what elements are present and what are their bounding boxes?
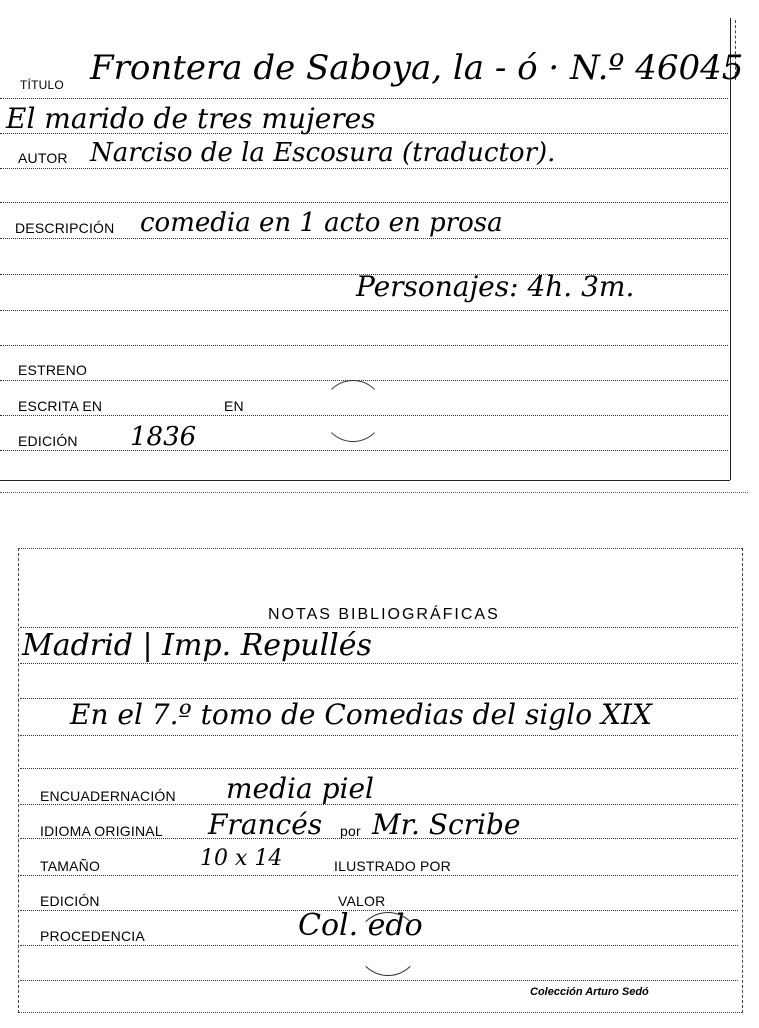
- en-label: EN: [224, 398, 244, 414]
- personajes-value: Personajes: 4h. 3m.: [356, 270, 635, 303]
- rule-estreno: [0, 380, 728, 381]
- procedencia-label: PROCEDENCIA: [40, 928, 145, 944]
- ilustrado-por-label: ILUSTRADO POR: [334, 858, 451, 874]
- card-top-bottom-edge: [0, 492, 748, 493]
- rule-notes-4: [20, 735, 738, 736]
- faded-stamp-mark: [322, 380, 384, 442]
- estreno-label: ESTRENO: [18, 362, 88, 378]
- autor-value: Narciso de la Escosura (traductor).: [90, 138, 556, 168]
- titulo-label: TÍTULO: [20, 78, 64, 92]
- encuadernacion-label: ENCUADERNACIÓN: [40, 788, 176, 804]
- titulo-value: Frontera de Saboya, la - ó · N.º 46045: [90, 48, 744, 88]
- rule-autor: [0, 168, 728, 169]
- rule-last: [20, 980, 738, 981]
- rule-blank-3: [0, 345, 728, 346]
- descripcion-label: DESCRIPCIÓN: [15, 220, 115, 236]
- tamano-label: TAMAÑO: [40, 858, 101, 874]
- autor-original-value: Mr. Scribe: [372, 808, 521, 841]
- edicion-value: 1836: [130, 422, 197, 452]
- edicion-label-2: EDICIÓN: [40, 893, 100, 909]
- titulo-value-line2: El marido de tres mujeres: [6, 102, 376, 135]
- rule-notes-2: [20, 663, 738, 664]
- rule-blank-1: [0, 202, 728, 203]
- por-label: por: [340, 823, 361, 839]
- card-top-bottom-border: [0, 480, 730, 481]
- rule-tamano: [20, 875, 738, 876]
- escrita-en-label: ESCRITA EN: [18, 398, 103, 414]
- card-bottom-right-border: [742, 548, 743, 1013]
- tamano-value: 10 x 14: [200, 846, 283, 871]
- notes-line-1: Madrid | Imp. Repullés: [22, 628, 372, 663]
- valor-label: VALOR: [338, 893, 386, 909]
- notas-bibliograficas-title: NOTAS BIBLIOGRÁFICAS: [268, 606, 500, 623]
- rule-notes-5: [20, 768, 738, 769]
- idioma-value: Francés: [208, 808, 323, 841]
- idioma-original-label: IDIOMA ORIGINAL: [40, 823, 163, 839]
- descripcion-value: comedia en 1 acto en prosa: [140, 208, 503, 238]
- rule-encuadernacion: [20, 804, 738, 805]
- rule-titulo: [0, 98, 728, 99]
- catalog-card-bottom: [0, 540, 759, 1028]
- card-bottom-left-border: [18, 548, 19, 1013]
- rule-edicion: [0, 450, 728, 451]
- notes-line-2: En el 7.º tomo de Comedias del siglo XIX: [70, 698, 652, 731]
- catalog-card-top: [0, 0, 759, 500]
- autor-label: AUTOR: [18, 150, 68, 166]
- card-bottom-top-edge: [18, 548, 742, 549]
- faded-stamp-mark-2: [356, 912, 420, 976]
- card-bottom-bottom-edge: [18, 1012, 742, 1013]
- rule-personajes: [0, 310, 728, 311]
- collection-footer: Colección Arturo Sedó: [530, 986, 649, 998]
- procedencia-value: Col. edo: [298, 908, 423, 943]
- edicion-label: EDICIÓN: [18, 433, 78, 449]
- rule-descripcion: [0, 238, 728, 239]
- encuadernacion-value: media piel: [226, 772, 374, 805]
